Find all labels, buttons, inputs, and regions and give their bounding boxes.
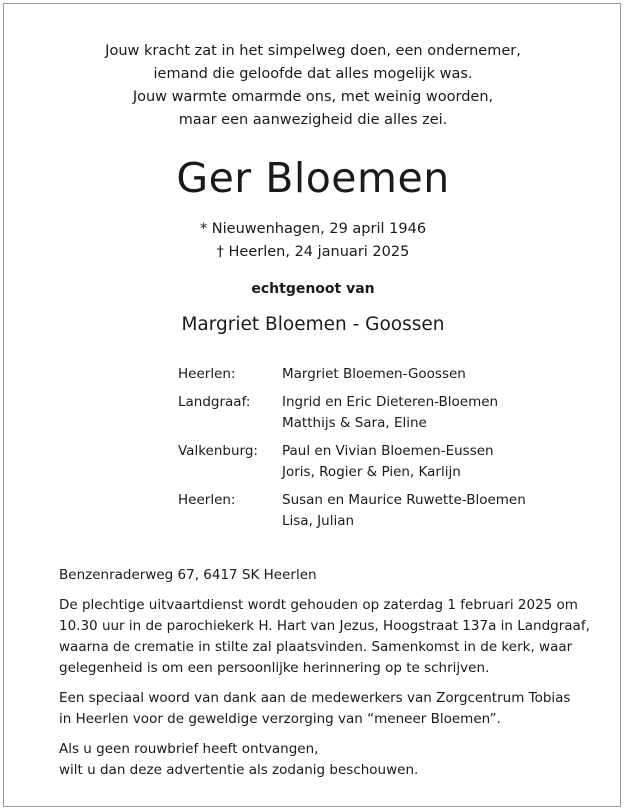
birth-line: * Nieuwenhagen, 29 april 1946 — [199, 221, 427, 237]
obituary-card — [3, 3, 621, 807]
family-members — [282, 364, 466, 385]
family-member-line: Ingrid en Eric Dieteren-Bloemen — [282, 394, 499, 410]
family-place: Heerlen: — [178, 366, 236, 382]
spouse-label: echtgenoot van — [251, 281, 375, 297]
notice-line: Als u geen rouwbrief heeft ontvangen, — [59, 741, 319, 757]
family-row — [178, 490, 526, 532]
family-list — [178, 364, 526, 539]
thanks-line: Een speciaal woord van dank aan de medewerkers van Zorgcentrum Tobias — [59, 690, 571, 706]
poem-line: maar een aanwezigheid die alles zei. — [178, 112, 448, 128]
thanks-line: in Heerlen voor de geweldige verzorging van “meneer Bloemen”. — [59, 711, 501, 727]
notice-line: wilt u dan deze advertentie als zodanig beschouwen. — [59, 762, 419, 778]
poem-line: Jouw kracht zat in het simpelweg doen, een ondernemer, — [105, 43, 521, 59]
family-place: Heerlen: — [178, 492, 236, 508]
life-dates — [4, 218, 622, 264]
family-member-line: Paul en Vivian Bloemen-Eussen — [282, 443, 494, 459]
family-member-line: Lisa, Julian — [282, 513, 355, 529]
poem-line: iemand die geloofde dat alles mogelijk was. — [153, 66, 473, 82]
details-section — [59, 556, 599, 790]
family-member-line: Joris, Rogier & Pien, Karlijn — [282, 464, 461, 480]
service-line: De plechtige uitvaartdienst wordt gehouden op zaterdag 1 februari 2025 om — [59, 597, 578, 613]
family-members — [282, 392, 498, 434]
family-place: Valkenburg: — [178, 443, 258, 459]
deceased-name: Ger Bloemen — [176, 154, 450, 202]
family-members — [282, 441, 494, 483]
poem-line: Jouw warmte omarmde ons, met weinig woorden, — [132, 89, 494, 105]
family-member-line: Matthijs & Sara, Eline — [282, 415, 427, 431]
family-row — [178, 392, 526, 434]
family-place: Landgraaf: — [178, 394, 251, 410]
family-row — [178, 364, 526, 385]
service-line: gelegenheid is om een persoonlijke herinnering op te schrijven. — [59, 660, 490, 676]
service-line: waarna de crematie in stilte zal plaatsvinden. Samenkomst in de kerk, waar — [59, 639, 573, 655]
address: Benzenraderweg 67, 6417 SK Heerlen — [59, 567, 317, 583]
family-member-line: Susan en Maurice Ruwette-Bloemen — [282, 492, 526, 508]
death-line: † Heerlen, 24 januari 2025 — [216, 244, 410, 260]
family-members — [282, 490, 526, 532]
spouse-name: Margriet Bloemen - Goossen — [181, 314, 445, 335]
service-line: 10.30 uur in de parochiekerk H. Hart van Jezus, Hoogstraat 137a in Landgraaf, — [59, 618, 590, 634]
family-member-line: Margriet Bloemen-Goossen — [282, 366, 466, 382]
poem — [4, 40, 622, 132]
family-row — [178, 441, 526, 483]
